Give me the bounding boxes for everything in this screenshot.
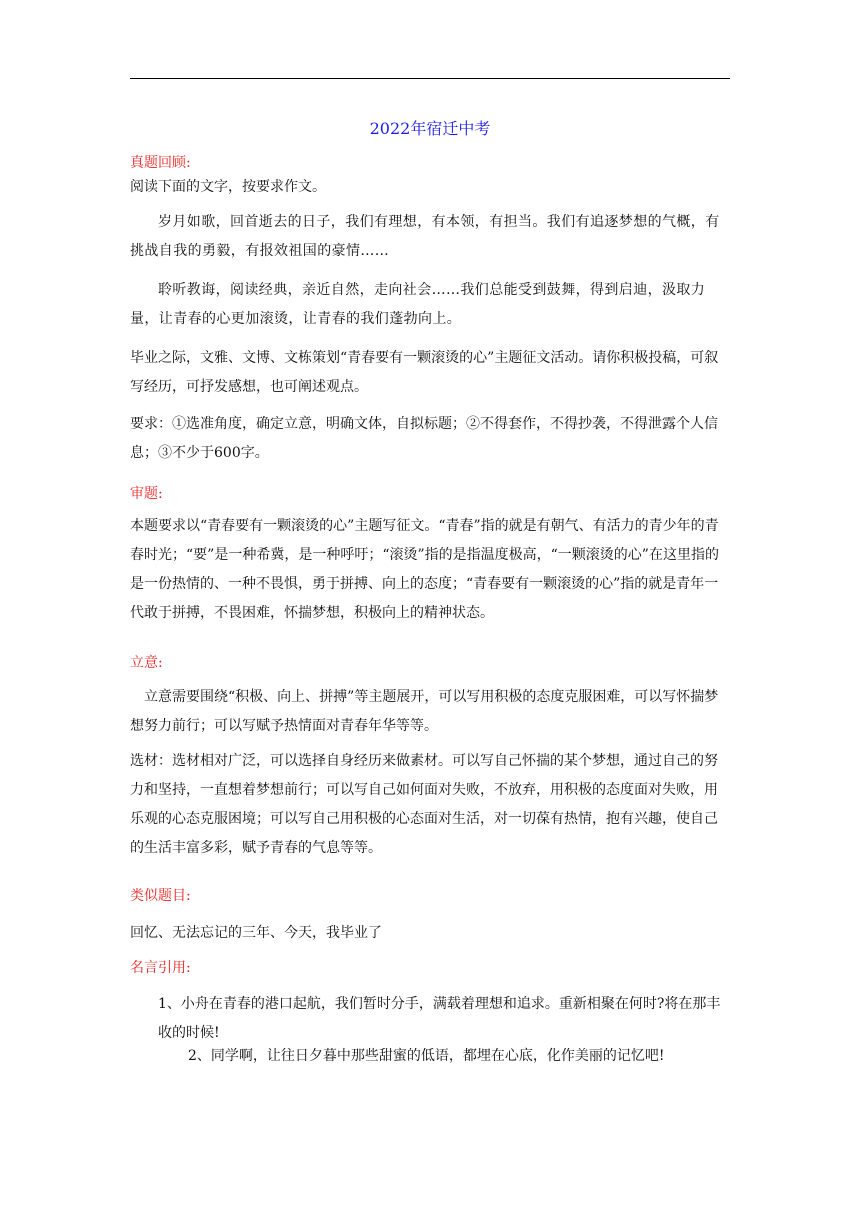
material-paragraph: 选材：选材相对广泛，可以选择自身经历来做素材。可以写自己怀揣的某个梦想，通过自己的努力和坚持，一直想着梦想前行；可以写自己如何面对失败，不放弃，用积极的态度面对失败，用乐观的心态克服困境；可以写自己用积极的心态面对生活，对一切葆有热情，抱有兴趣，使自己的生活丰富多彩，赋予青春的气息等等。 — [130, 753, 718, 856]
analysis-heading: 审题: — [130, 486, 163, 502]
quote-item-1: 1、小舟在青春的港口起航，我们暂时分手，满载着理想和追求。重新相聚在何时?将在那丰收的时候! — [158, 996, 721, 1041]
theme-paragraph: 立意需要围绕“积极、向上、拼搏”等主题展开，可以写用积极的态度克服困难，可以写怀揣梦想努力前行；可以写赋予热情面对青春年华等等。 — [130, 689, 719, 734]
passage-paragraph-1: 岁月如歌，回首逝去的日子，我们有理想，有本领，有担当。我们有追逐梦想的气概，有挑战自我的勇毅，有报效祖国的豪情…… — [130, 214, 720, 259]
quotes-heading: 名言引用: — [130, 960, 191, 976]
header-rule — [130, 78, 730, 79]
instruction-text: 阅读下面的文字，按要求作文。 — [130, 179, 326, 195]
analysis-paragraph: 本题要求以“青春要有一颗滚烫的心”主题写征文。“青春”指的就是有朝气、有活力的青少年的青春时光；“要”是一种希冀，是一种呼吁；“滚烫”指的是指温度极高，“一颗滚烫的心”在这里指的是一份热情的、一种不畏惧，勇于拼搏、向上的态度；“青春要有一颗滚烫的心”指的就是青年一代敢于拼搏，不畏困难，怀揣梦想，积极向上的精神状态。 — [130, 518, 719, 621]
similar-topics-text: 回忆、无法忘记的三年、今天，我毕业了 — [130, 925, 382, 941]
passage-paragraph-2: 聆听教诲，阅读经典，亲近自然，走向社会……我们总能受到鼓舞，得到启迪，汲取力量，让青春的心更加滚烫，让青春的我们蓬勃向上。 — [130, 282, 706, 327]
task-paragraph: 毕业之际，文雅、文博、文栋策划“青春要有一颗滚烫的心”主题征文活动。请你积极投稿，可叙写经历，可抒发感想，也可阐述观点。 — [130, 350, 719, 395]
quote-item-2: 2、同学啊，让往日夕暮中那些甜蜜的低语，都埋在心底，化作美丽的记忆吧! — [188, 1048, 665, 1064]
similar-topics-heading: 类似题目: — [130, 888, 191, 904]
theme-heading: 立意: — [130, 655, 163, 671]
requirements-paragraph: 要求：①选准角度，确定立意，明确文体，自拟标题；②不得套作，不得抄袭，不得泄露个人信息；③不少于600字。 — [130, 416, 718, 461]
review-heading: 真题回顾: — [130, 155, 191, 171]
document-title: 2022年宿迁中考 — [369, 119, 491, 138]
